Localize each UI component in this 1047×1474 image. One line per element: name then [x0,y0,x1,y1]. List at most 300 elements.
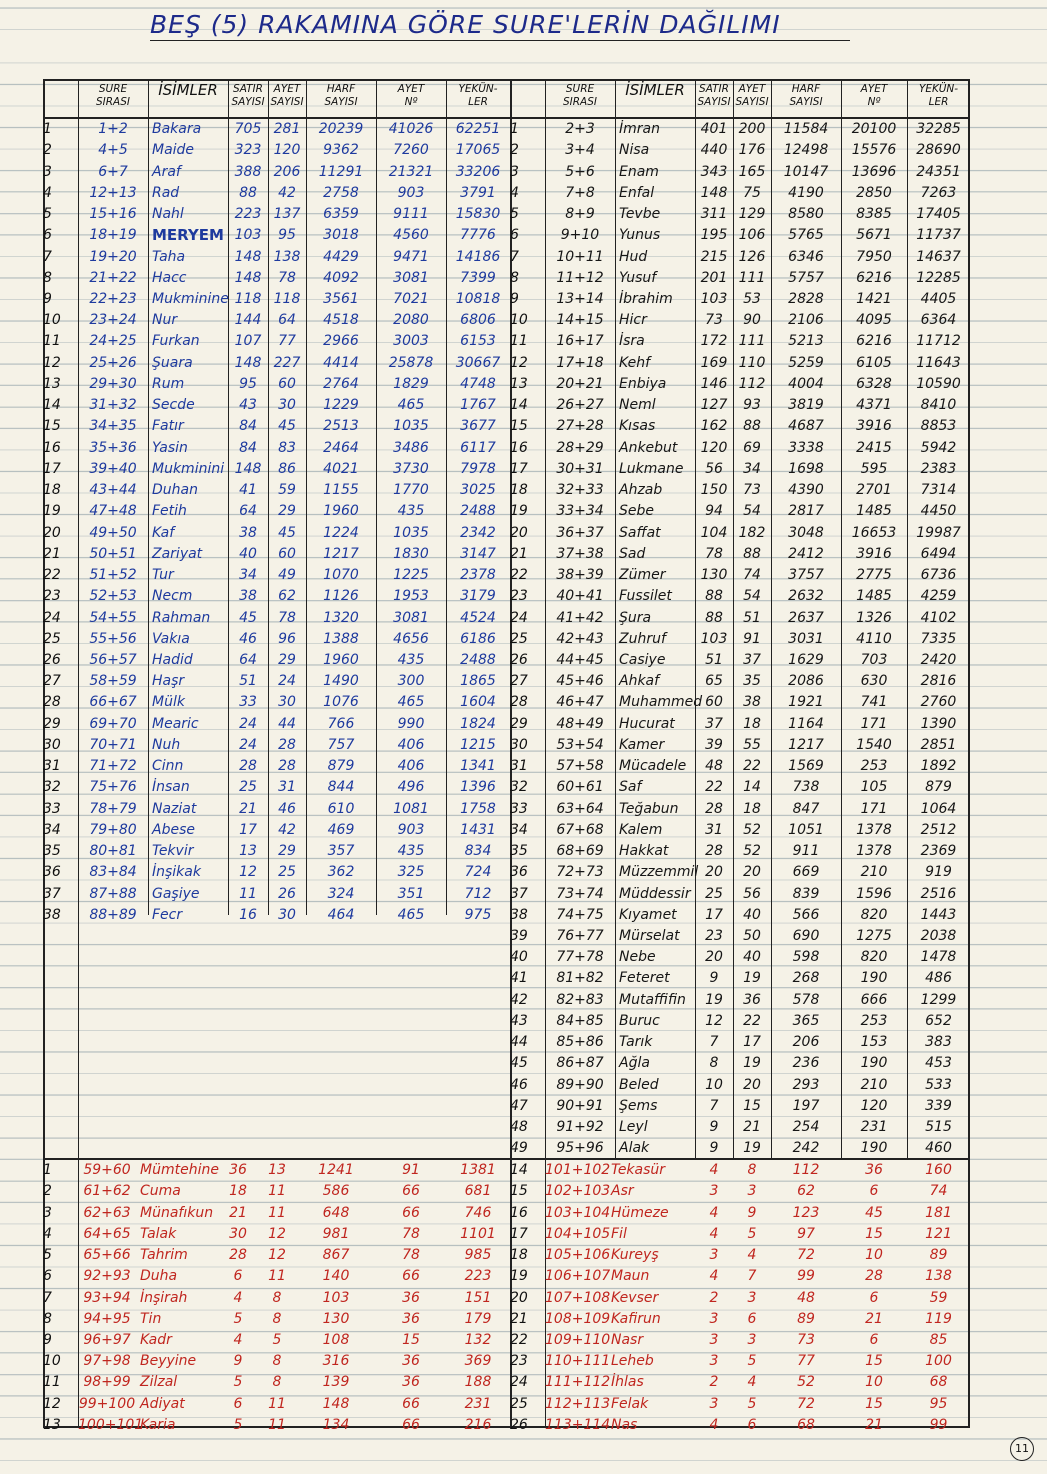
total-cell: 17065 [455,142,501,159]
row-number-cell: 7 [510,248,519,265]
sure-order-cell: 45+46 [556,673,604,690]
letter-count-cell: 610 [327,800,355,817]
verse-count-cell: 60 [278,375,296,392]
total-cell: 3791 [460,184,496,201]
line-count-cell: 64 [239,503,257,520]
table-left-body [43,119,510,926]
line-count-cell: 73 [705,312,723,329]
table-row [510,480,970,501]
sure-name-cell: Tekasür [611,1162,666,1179]
sure-order-cell: 47+48 [89,503,137,520]
line-count-cell: 148 [234,248,262,265]
row-number-cell: 29 [43,715,61,732]
sure-order-cell: 49+50 [89,524,137,541]
total-cell: 652 [925,1012,952,1029]
verse-count-cell: 15 [743,1097,761,1114]
sure-order-cell: 58+59 [89,673,137,690]
sure-order-cell: 65+66 [83,1247,131,1264]
row-number-cell: 30 [510,736,528,753]
row-number-cell: 30 [43,736,61,753]
verse-number-cell: 91 [402,1162,420,1179]
row-number-cell: 1 [43,1162,52,1179]
sure-order-cell: 6+7 [98,163,128,180]
sure-order-cell: 56+57 [89,651,137,668]
sure-order-cell: 7+8 [565,184,595,201]
verse-number-cell: 66 [402,1268,420,1285]
verse-number-cell: 1953 [393,588,429,605]
letter-count-cell: 2412 [788,545,824,562]
sure-order-cell: 107+108 [545,1289,611,1306]
verse-number-cell: 66 [402,1183,420,1200]
letter-count-cell: 1921 [788,694,824,711]
table-row [510,990,970,1011]
verse-count-cell: 30 [278,397,296,414]
total-cell: 2378 [460,567,496,584]
letter-count-cell: 1960 [323,503,359,520]
sure-order-cell: 77+78 [556,949,604,966]
verse-number-cell: 2850 [856,184,892,201]
row-number-cell: 46 [510,1076,528,1093]
letter-count-cell: 62 [797,1183,815,1200]
table-row [43,777,510,798]
verse-number-cell: 15 [865,1225,883,1242]
verse-count-cell: 52 [743,821,761,838]
verse-number-cell: 703 [860,651,888,668]
line-count-cell: 215 [700,248,728,265]
table-row [43,1287,510,1308]
row-number-cell: 12 [43,1395,61,1412]
verse-count-cell: 165 [738,163,766,180]
letter-count-cell: 139 [322,1374,350,1391]
sure-order-cell: 109+110 [545,1331,611,1348]
row-number-cell: 19 [43,503,61,520]
row-number-cell: 25 [43,630,61,647]
total-cell: 486 [925,970,952,987]
letter-count-cell: 1960 [323,651,359,668]
total-cell: 3025 [460,482,496,499]
row-number-cell: 24 [510,609,528,626]
table-left [43,119,510,926]
verse-count-cell: 20 [743,864,761,881]
header-yekun-right: YEKÜN- LER [918,83,959,108]
verse-number-cell: 1485 [856,588,892,605]
verse-count-cell: 90 [743,312,761,329]
table-bottom-left-body [43,1160,510,1436]
row-number-cell: 23 [43,588,61,605]
total-cell: 223 [464,1268,492,1285]
letter-count-cell: 130 [322,1310,350,1327]
sure-order-cell: 83+84 [89,864,137,881]
sure-name-cell: Teğabun [619,800,679,817]
letter-count-cell: 2513 [323,418,359,435]
total-cell: 6186 [460,630,496,647]
line-count-cell: 4 [709,1416,719,1433]
total-cell: 985 [464,1247,492,1264]
line-count-cell: 84 [239,418,257,435]
table-row [510,522,970,543]
sure-order-cell: 106+107 [545,1268,611,1285]
table-row [510,1011,970,1032]
verse-count-cell: 111 [738,333,766,350]
row-number-cell: 15 [43,418,61,435]
sure-order-cell: 30+31 [556,460,604,477]
line-count-cell: 39 [705,736,723,753]
sure-order-cell: 95+96 [556,1140,604,1157]
sure-order-cell: 97+98 [83,1353,131,1370]
letter-count-cell: 12498 [783,142,829,159]
table-row [510,968,970,989]
verse-count-cell: 11 [268,1204,286,1221]
line-count-cell: 7 [709,1097,719,1114]
verse-count-cell: 8 [272,1374,282,1391]
total-cell: 132 [464,1331,492,1348]
line-count-cell: 9 [233,1353,243,1370]
letter-count-cell: 89 [797,1310,815,1327]
row-number-cell: 36 [510,864,528,881]
row-number-cell: 1 [510,121,519,138]
line-count-cell: 51 [239,673,257,690]
verse-number-cell: 435 [397,503,425,520]
row-number-cell: 6 [43,227,52,244]
total-cell: 1824 [460,715,496,732]
verse-number-cell: 253 [860,758,888,775]
letter-count-cell: 3018 [323,227,359,244]
verse-number-cell: 120 [860,1097,888,1114]
verse-count-cell: 86 [278,460,296,477]
letter-count-cell: 847 [792,800,820,817]
sure-name-cell: Hümeze [611,1204,669,1221]
sure-order-cell: 62+63 [83,1204,131,1221]
total-cell: 30667 [455,354,501,371]
verse-count-cell: 4 [747,1374,757,1391]
sure-name-cell: Hadid [152,651,193,668]
line-count-cell: 37 [705,715,723,732]
verse-number-cell: 2701 [856,482,892,499]
total-cell: 32285 [916,121,961,138]
sure-order-cell: 42+43 [556,630,604,647]
verse-count-cell: 12 [268,1247,286,1264]
total-cell: 7335 [920,630,957,647]
table-bottom-right-body [510,1160,970,1436]
verse-count-cell: 129 [738,206,766,223]
verse-number-cell: 630 [860,673,888,690]
total-cell: 2369 [920,843,957,860]
table-bottom-right [510,1160,970,1436]
row-number-cell: 19 [510,1268,528,1285]
total-cell: 85 [929,1331,948,1348]
line-count-cell: 25 [239,779,257,796]
sure-name-cell: Abese [152,821,195,838]
verse-number-cell: 41026 [388,121,434,138]
verse-number-cell: 9471 [393,248,429,265]
line-count-cell: 88 [705,609,723,626]
letter-count-cell: 52 [797,1374,815,1391]
verse-count-cell: 91 [743,630,761,647]
line-count-cell: 30 [229,1225,247,1242]
sure-order-cell: 40+41 [556,588,604,605]
table-right [510,119,970,1159]
verse-number-cell: 406 [397,758,425,775]
verse-number-cell: 15 [865,1353,883,1370]
line-count-cell: 40 [239,545,257,562]
verse-number-cell: 6105 [856,354,892,371]
sure-order-cell: 57+58 [556,758,604,775]
sure-name-cell: Feteret [619,970,670,987]
verse-number-cell: 2775 [856,567,892,584]
table-row [510,883,970,904]
letter-count-cell: 648 [322,1204,350,1221]
row-number-cell: 8 [43,1310,52,1327]
table-row [43,522,510,543]
sure-name-cell: Buruc [619,1012,660,1029]
line-count-cell: 201 [700,269,728,286]
verse-number-cell: 2080 [393,312,429,329]
verse-count-cell: 54 [743,588,761,605]
sure-name-cell: Kafirun [611,1310,661,1327]
total-cell: 12285 [916,269,961,286]
table-row [43,565,510,586]
verse-number-cell: 3486 [393,439,429,456]
line-count-cell: 41 [239,482,257,499]
table-row [510,777,970,798]
letter-count-cell: 5757 [788,269,824,286]
verse-count-cell: 62 [278,588,296,605]
total-cell: 1390 [920,715,957,732]
sure-order-cell: 61+62 [83,1183,131,1200]
sure-name-cell: Enbiya [619,375,667,392]
sure-order-cell: 12+13 [89,184,137,201]
total-cell: 1443 [920,906,957,923]
sure-name-cell: Saf [619,779,642,796]
verse-number-cell: 21 [865,1416,883,1433]
sure-order-cell: 103+104 [545,1204,611,1221]
row-number-cell: 35 [43,843,61,860]
sure-order-cell: 66+67 [89,694,137,711]
row-number-cell: 34 [510,821,528,838]
total-cell: 231 [464,1395,492,1412]
row-number-cell: 12 [510,354,528,371]
sure-name-cell: Nuh [152,736,181,753]
letter-count-cell: 1155 [323,482,359,499]
table-row [43,862,510,883]
total-cell: 14186 [455,248,501,265]
sure-order-cell: 70+71 [89,736,137,753]
sure-order-cell: 38+39 [556,567,604,584]
letter-count-cell: 77 [797,1353,815,1370]
sure-order-cell: 75+76 [89,779,137,796]
sure-order-cell: 9+10 [560,227,600,244]
line-count-cell: 144 [234,312,262,329]
verse-number-cell: 496 [397,779,425,796]
line-count-cell: 3 [709,1395,719,1412]
verse-count-cell: 4 [747,1247,757,1264]
line-count-cell: 388 [234,163,262,180]
line-count-cell: 3 [709,1183,719,1200]
letter-count-cell: 357 [327,843,355,860]
table-row [43,1202,510,1223]
row-number-cell: 22 [43,567,61,584]
sure-order-cell: 27+28 [556,418,604,435]
letter-count-cell: 3031 [788,630,824,647]
verse-count-cell: 19 [743,970,761,987]
verse-number-cell: 3081 [393,609,429,626]
table-row [510,1309,970,1330]
sure-order-cell: 11+12 [556,269,604,286]
letter-count-cell: 4429 [323,248,359,265]
total-cell: 28690 [916,142,961,159]
header-satir: SATIR SAYISI [231,83,265,108]
line-count-cell: 33 [239,694,257,711]
sure-name-cell: Sebe [619,503,654,520]
letter-count-cell: 464 [327,906,355,923]
row-number-cell: 11 [43,1374,61,1391]
total-cell: 2816 [920,673,957,690]
line-count-cell: 440 [700,142,728,159]
line-count-cell: 64 [239,651,257,668]
row-number-cell: 18 [510,1247,528,1264]
table-row [43,820,510,841]
verse-number-cell: 6 [869,1289,879,1306]
letter-count-cell: 1320 [323,609,359,626]
table-row [510,1160,970,1181]
verse-number-cell: 351 [397,885,425,902]
verse-number-cell: 465 [397,694,425,711]
letter-count-cell: 2758 [323,184,359,201]
sure-name-cell: Nahl [152,206,184,223]
line-count-cell: 146 [700,375,728,392]
table-row [510,1266,970,1287]
row-number-cell: 19 [510,503,528,520]
table-row [510,629,970,650]
verse-number-cell: 1378 [856,843,892,860]
sure-order-cell: 41+42 [556,609,604,626]
row-number-cell: 14 [510,397,528,414]
letter-count-cell: 242 [792,1140,820,1157]
total-cell: 14637 [916,248,961,265]
verse-count-cell: 51 [743,609,761,626]
row-number-cell: 23 [510,588,528,605]
sure-name-cell: Tekvir [152,843,194,860]
total-cell: 7314 [920,482,957,499]
row-number-cell: 39 [510,928,528,945]
row-number-cell: 21 [510,545,528,562]
header-harf: HARF SAYISI [324,83,358,108]
sure-order-cell: 69+70 [89,715,137,732]
verse-count-cell: 120 [273,142,301,159]
line-count-cell: 104 [700,524,728,541]
letter-count-cell: 690 [792,928,820,945]
verse-count-cell: 8 [747,1162,757,1179]
verse-count-cell: 11 [268,1268,286,1285]
row-number-cell: 44 [510,1034,528,1051]
sure-name-cell: Fecr [152,906,183,923]
line-count-cell: 43 [239,397,257,414]
total-cell: 3677 [460,418,496,435]
sure-order-cell: 32+33 [556,482,604,499]
sure-name-cell: Beyyine [140,1353,197,1370]
verse-number-cell: 190 [860,1140,888,1157]
sure-order-cell: 13+14 [556,290,604,307]
letter-count-cell: 4414 [323,354,359,371]
sure-order-cell: 96+97 [83,1331,131,1348]
verse-number-cell: 4656 [393,630,429,647]
letter-count-cell: 844 [327,779,355,796]
table-row [510,289,970,310]
line-count-cell: 45 [239,609,257,626]
sure-name-cell: Ahkaf [619,673,660,690]
table-row [43,1394,510,1415]
verse-number-cell: 16653 [851,524,897,541]
total-cell: 2342 [460,524,496,541]
verse-number-cell: 1326 [856,609,892,626]
verse-number-cell: 6216 [856,269,892,286]
sure-order-cell: 19+20 [89,248,137,265]
sure-name-cell: Mutaffifin [619,991,686,1008]
table-row [43,395,510,416]
letter-count-cell: 1076 [323,694,359,711]
total-cell: 138 [925,1268,952,1285]
sure-order-cell: 89+90 [556,1076,604,1093]
line-count-cell: 107 [234,333,262,350]
table-row [43,438,510,459]
table-row [510,926,970,947]
table-row [510,1181,970,1202]
row-number-cell: 18 [510,482,528,499]
verse-count-cell: 73 [743,482,761,499]
line-count-cell: 21 [229,1204,247,1221]
verse-number-cell: 28 [865,1268,883,1285]
letter-count-cell: 3561 [323,290,359,307]
line-count-cell: 4 [233,1289,243,1306]
verse-count-cell: 21 [743,1119,761,1136]
sure-order-cell: 23+24 [89,312,137,329]
line-count-cell: 4 [709,1204,719,1221]
verse-number-cell: 6328 [856,375,892,392]
total-cell: 8853 [920,418,957,435]
verse-count-cell: 19 [743,1140,761,1157]
table-row [510,268,970,289]
letter-count-cell: 1051 [788,821,824,838]
verse-count-cell: 18 [743,800,761,817]
header-isimler-right: İSİMLER [625,81,685,99]
line-count-cell: 148 [234,354,262,371]
row-number-cell: 49 [510,1140,528,1157]
row-number-cell: 22 [510,567,528,584]
verse-number-cell: 4371 [856,397,892,414]
letter-count-cell: 911 [792,843,820,860]
total-cell: 74 [929,1183,948,1200]
verse-count-cell: 106 [738,227,766,244]
sure-order-cell: 76+77 [556,928,604,945]
line-count-cell: 51 [705,651,723,668]
sure-order-cell: 68+69 [556,843,604,860]
line-count-cell: 31 [705,821,723,838]
verse-number-cell: 20100 [851,121,897,138]
sure-order-cell: 46+47 [556,694,604,711]
total-cell: 7263 [920,184,957,201]
row-number-cell: 17 [43,460,61,477]
line-count-cell: 2 [709,1289,719,1306]
verse-count-cell: 54 [743,503,761,520]
sure-order-cell: 111+112 [545,1374,611,1391]
verse-count-cell: 38 [743,694,761,711]
table-row [43,905,510,926]
verse-number-cell: 105 [860,779,888,796]
verse-count-cell: 28 [278,758,296,775]
row-number-cell: 14 [43,397,61,414]
letter-count-cell: 3048 [788,524,824,541]
verse-count-cell: 64 [278,312,296,329]
